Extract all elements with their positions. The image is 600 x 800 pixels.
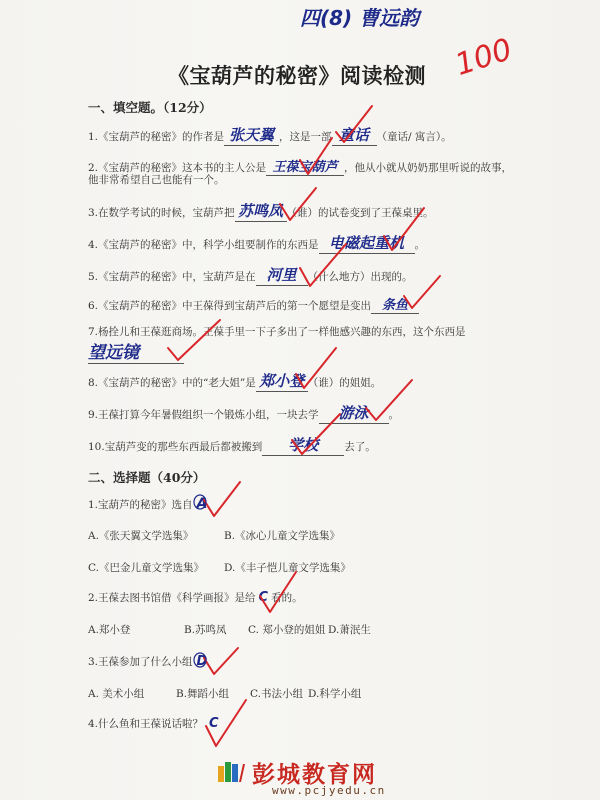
q5-answer: 河里 xyxy=(256,264,308,286)
fill-q2-line2: 他非常希望自己也能有一个。 xyxy=(88,174,225,186)
q8-text: 8.《宝葫芦的秘密》中的“老大姐”是 xyxy=(88,377,256,389)
q6-answer: 条鱼 xyxy=(371,294,419,314)
fill-q7: 7.杨拴儿和王葆逛商场。王葆手里一下子多出了一样他感兴趣的东西，这个东西是 xyxy=(88,326,466,338)
q10-post: 去了。 xyxy=(344,441,376,453)
choice-q1 xyxy=(88,496,207,512)
q8-post: （谁）的姐姐。 xyxy=(307,377,382,389)
c3-option-a: A. 美术小组 xyxy=(88,688,145,700)
q9-text: 9.王葆打算今年暑假组织一个锻炼小组，一块去学 xyxy=(88,409,319,421)
fill-q1 xyxy=(88,124,452,146)
q4-text: 4.《宝葫芦的秘密》中，科学小组要制作的东西是 xyxy=(88,239,319,251)
fill-q10 xyxy=(88,434,376,456)
c1-option-b: B.《冰心儿童文学选集》 xyxy=(224,530,341,542)
q5-text: 5.《宝葫芦的秘密》中，宝葫芦是在 xyxy=(88,271,256,283)
fill-q8 xyxy=(88,370,381,392)
choice-q2 xyxy=(88,590,303,605)
choice-q4 xyxy=(88,716,219,731)
c2-option-a: A.郑小登 xyxy=(88,624,131,636)
c2-option-c: C. 郑小登的姐姐 xyxy=(248,624,326,636)
section2-heading: 二、选择题（40分） xyxy=(88,470,206,485)
c1-option-a: A.《张天翼文学选集》 xyxy=(88,530,194,542)
q7-answer: 望远镜 xyxy=(88,338,184,364)
c3-answer: D xyxy=(196,654,208,669)
fill-q3 xyxy=(88,200,434,222)
q8-answer: 郑小登 xyxy=(256,370,308,392)
q9-post: 。 xyxy=(388,409,400,421)
c4-text: 4.什么鱼和王葆说话啦？ xyxy=(88,718,204,730)
score-mark: 100 xyxy=(450,32,517,83)
fill-q4 xyxy=(88,232,425,254)
q1-mid: ，这是一部 xyxy=(279,131,332,143)
check-mark-c1 xyxy=(204,482,240,516)
fill-q5 xyxy=(88,264,413,286)
fill-q7-line2 xyxy=(88,338,184,364)
c3-text: 3.王葆参加了什么小组 xyxy=(88,656,193,668)
c1-option-c: C.《巴金儿童文学选集》 xyxy=(88,562,204,574)
c2-post: 看的。 xyxy=(271,592,303,604)
q5-post: （什么地方）出现的。 xyxy=(307,271,413,283)
c2-option-b: B.苏鸣凤 xyxy=(184,624,227,636)
c1-option-d: D.《丰子恺儿童文学选集》 xyxy=(224,562,351,574)
q9-answer: 游泳 xyxy=(319,402,389,424)
site-logo-icon xyxy=(216,758,246,784)
q1-post: （童话/ 寓言）。 xyxy=(376,131,452,143)
section1-heading: 一、填空题。（12分） xyxy=(88,100,212,115)
q3-text: 3.在数学考试的时候，宝葫芦把 xyxy=(88,207,235,219)
q4-post: 。 xyxy=(414,239,426,251)
site-logo-text: 彭城教育网 xyxy=(252,762,377,788)
q6-text: 6.《宝葫芦的秘密》中王葆得到宝葫芦后的第一个愿望是变出 xyxy=(88,300,372,312)
q3-post: （谁）的试卷变到了王葆桌里。 xyxy=(286,207,434,219)
page-title: 《宝葫芦的秘密》阅读检测 xyxy=(168,63,426,88)
q2-answer: 王葆宝葫芦 xyxy=(266,156,344,176)
q1-answer2: 童话 xyxy=(332,124,377,146)
student-name: 四(8) 曹远韵 xyxy=(300,6,420,30)
c3-option-c: C.书法小组 xyxy=(250,688,303,700)
q1-answer1: 张天翼 xyxy=(224,124,279,146)
q2-post: ，他从小就从奶奶那里听说的故事， xyxy=(344,162,513,174)
q2-text: 2.《宝葫芦的秘密》这本书的主人公是 xyxy=(88,162,267,174)
c1-text: 1.宝葫芦的秘密》选自 xyxy=(88,499,193,511)
fill-q9 xyxy=(88,402,399,424)
q3-answer: 苏鸣凤 xyxy=(235,200,287,222)
c2-option-d: D.萧泯生 xyxy=(328,624,371,636)
c2-answer: C xyxy=(258,590,269,605)
c3-option-d: D.科学小组 xyxy=(308,688,362,700)
q4-answer: 电磁起重机 xyxy=(319,232,415,254)
q10-answer: 学校 xyxy=(262,434,344,456)
fill-q6 xyxy=(88,294,419,314)
check-mark-c3 xyxy=(204,648,238,674)
q10-text: 10.宝葫芦变的那些东西最后都被搬到 xyxy=(88,441,263,453)
choice-q3 xyxy=(88,654,207,669)
c3-option-b: B.舞蹈小组 xyxy=(176,688,230,700)
site-url[interactable]: www.pcjyedu.cn xyxy=(272,784,386,797)
c2-text: 2.王葆去图书馆借《科学画报》是给 xyxy=(88,592,256,604)
q1-text: 1.《宝葫芦的秘密》的作者是 xyxy=(88,131,225,143)
c4-answer: C xyxy=(209,716,219,731)
c1-answer: A xyxy=(196,496,208,512)
